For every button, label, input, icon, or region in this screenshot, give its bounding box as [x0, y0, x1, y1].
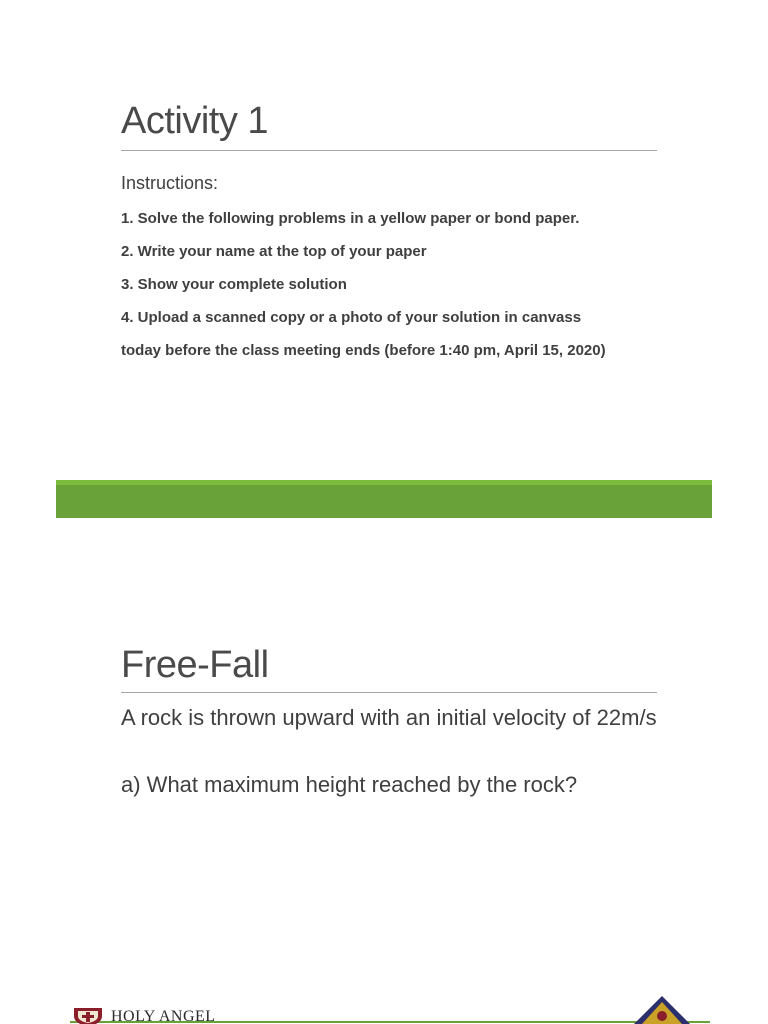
problem-statement: A rock is thrown upward with an initial velocity of 22m/s [121, 705, 657, 730]
instruction-step-3: 3. Show your complete solution [121, 276, 347, 293]
slide-free-fall [0, 518, 768, 1024]
school-crest-icon [72, 1004, 104, 1024]
instructions-heading: Instructions: [121, 173, 219, 193]
slide-activity [0, 0, 768, 480]
slide-title: Free-Fall [121, 644, 269, 686]
school-seal-icon [632, 994, 692, 1024]
instruction-step-1: 1. Solve the following problems in a yellow paper or bond paper. [121, 210, 580, 227]
instruction-step-4: 4. Upload a scanned copy or a photo of your solution in canvass [121, 309, 582, 326]
slide-divider-band [56, 480, 712, 518]
slide-title: Activity 1 [121, 100, 269, 142]
instruction-step-4-continued: today before the class meeting ends (before 1:40 pm, April 15, 2020) [121, 342, 606, 359]
school-name: HOLY ANGEL [111, 1008, 216, 1024]
title-rule [121, 692, 657, 693]
instruction-step-2: 2. Write your name at the top of your paper [121, 243, 427, 260]
problem-question: a) What maximum height reached by the rock? [121, 772, 578, 797]
title-rule [121, 150, 657, 151]
